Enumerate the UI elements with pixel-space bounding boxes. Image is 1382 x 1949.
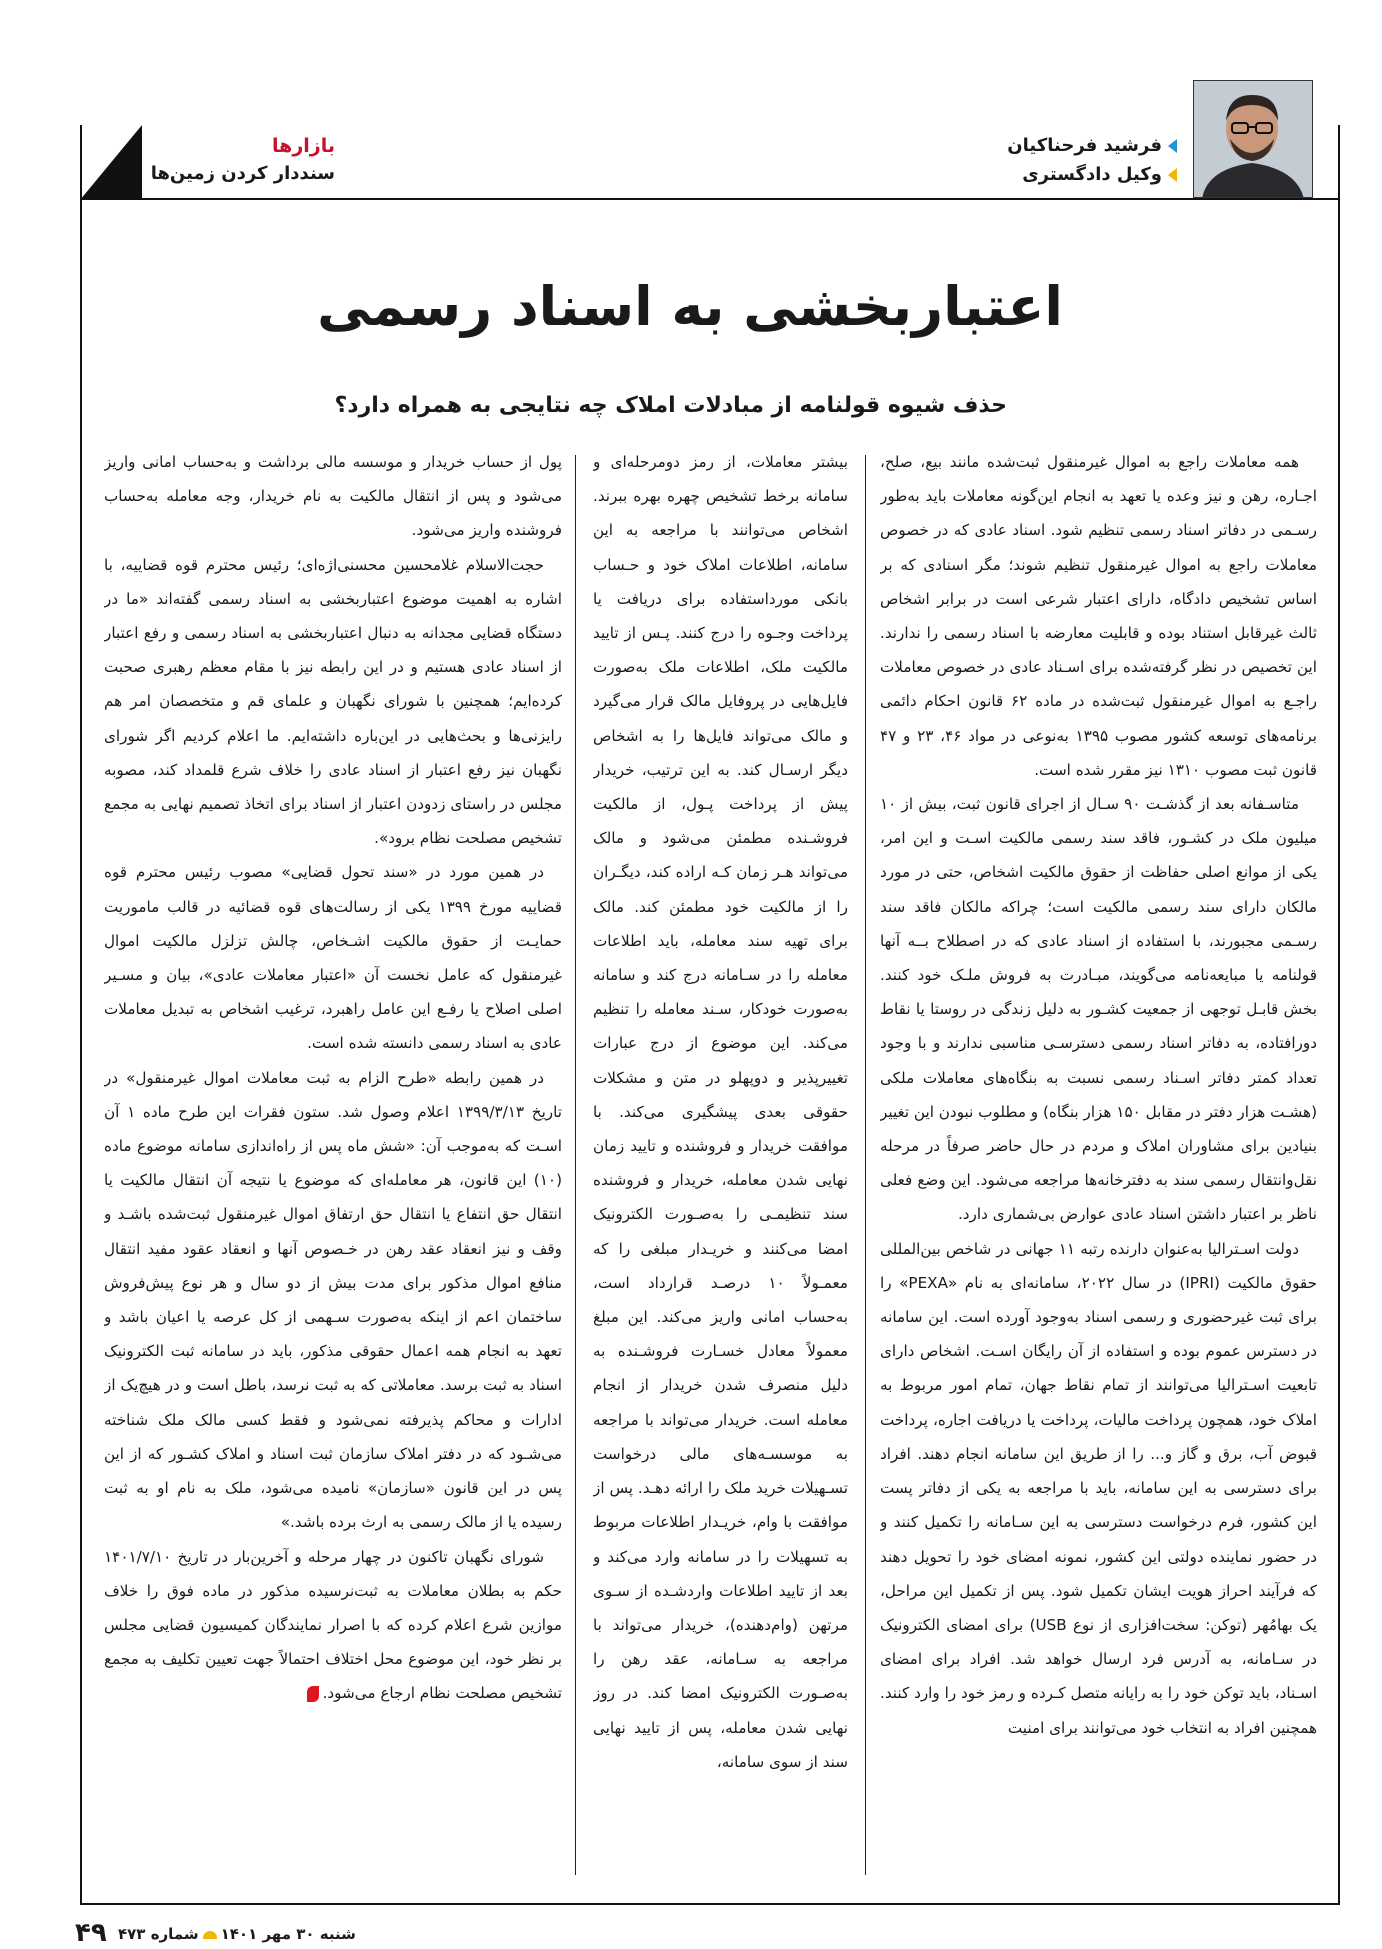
- paragraph: حجت‌الاسلام غلامحسین محسنی‌اژه‌ای؛ رئیس محترم قوه قضاییه، با اشاره به اهمیت موضوع اعتباربخشی به اسناد رسمی گفته‌اند «ما در دستگاه قضایی مجدانه به دنبال اعتباربخشی به اسناد رسمی و رفع اعتبار از اسناد عادی هستیم و در این رابطه نیز با مقام معظم رهبری صحبت کرده‌ایم؛ همچنین با شورای نگهبان و علمای قم و متخصصان امر هم رایزنی‌ها و بحث‌هایی در این‌باره داشته‌ایم. ما اعلام کردیم اگر شورای نگهبان نیز رفع اعتبار از اسناد عادی را خلاف شرع قلمداد کند، مصوبه مجلس در راستای زدودن اعتبار از اسناد برای اتخاذ تصمیم نهایی به مجمع تشخیص مصلحت نظام برود».: [104, 555, 562, 848]
- paragraph: در همین مورد در «سند تحول قضایی» مصوب رئیس محترم قوه قضاییه مورخ ۱۳۹۹ یکی از رسالت‌های قوه قضائیه در قالب ماموریت حمایـت از حقوق مالکیت اشـخاص، چالش تزلزل مالکیت اموال غیرمنقول که عامل نخست آن «اعتبار معاملات عادی»، بیان و مسـیر اصلی اصلاح یا رفـع این عامل راهبرد، ترغیب اشخاص به تبدیل معاملات عادی به اسناد رسمی دانسته شده است.: [104, 863, 562, 1053]
- issue-date: شنبه ۳۰ مهر ۱۴۰۱: [220, 1925, 356, 1943]
- author-photo: [1193, 80, 1313, 198]
- article-column-1: [880, 445, 1317, 1885]
- paragraph: در همین رابطه «طرح الزام به ثبت معاملات اموال غیرمنقول» در تاریخ ۱۳۹۹/۳/۱۳ اعلام وصول شد. ستون فقرات این طرح ماده ۱ آن اسـت که به‌موجب آن: «شش ماه پس از راه‌اندازی سامانه موضوع ماده (۱۰) این قانون، هر معامله‌ای که موضوع یا نتیجه آن انتقال مالکیت یا انتقال حق انتفاع یا انتقال حق ارتفاق اموال غیرمنقول ثبت‌شده باشـد و وقف و نیز انعقاد عقد رهن در خـصوص آنها و انعقاد عقود مفید انتقال منافع اموال مذکور برای مدت بیش از دو سال و هر نوع پیش‌فروش ساختمان اعم از اینکه به‌صورت سـهمی از کل عرصه یا اعیان باشد و تعهد به انجام همه اعمال حقوقی مذکور، باید در سامانه ثبت الکترونیک اسناد به ثبت برسد. معاملاتی که به ثبت نرسد، باطل است و در هیچ‌یک از ادارات و محاکم پذیرفته نمی‌شود و فقط کسی مالک ملک شناخته می‌شـود که در دفتر املاک سازمان ثبت اسناد و املاک کشـور که از این پس در این قانون «سازمان» نامیده می‌شود، ملک به نام او به ثبت رسیده یا از مالک رسمی به ارث برده باشد.»: [104, 1068, 562, 1532]
- rubric: [150, 135, 335, 184]
- end-of-article-icon: [307, 1686, 319, 1702]
- paragraph: بیشتر معاملات، از رمز دومرحله‌ای و سامانه برخط تشخیص چهره بهره ببرند. اشخاص می‌توانند با مراجعه به این سامانه، اطلاعات املاک خود و حـساب بانکی مورداستفاده برای دریافت یا پرداخت وجـوه را درج کنند. پـس از تایید مالکیت ملک، اطلاعات ملک به‌صورت فایل‌هایی در پروفایل مالک قرار می‌گیرد و مالک می‌تواند فایل‌ها را به اشخاص دیگر ارسـال کند. به این ترتیب، خریدار پیش از پرداخت پـول، از مالکیت فروشـنده مطمئن می‌شود و مالک می‌تواند هـر زمان کـه اراده کند، دیگـران را از مالکیت خود مطمئن کند. مالک برای تهیه سند معامله، باید اطلاعات معامله را در سـامانه درج کند و سامانه به‌صورت خودکار، سـند معامله را تنظیم می‌کند. این موضوع از درج عبارات تغییرپذیر و دوپهلو در متن و مشکلات حقوقی بعدی پیشگیری می‌کند. با موافقت خریدار و فروشنده و تایید زمان نهایی شدن معامله، خریدار و فروشنده سند تنظیمـی را به‌صـورت الکترونیک امضا می‌کنند و خریـدار مبلغی را که معمـولاً ۱۰ درصـد قرارداد است، به‌حساب امانی واریز می‌کند. این مبلغ معمولاً معادل خسـارت فروشـنده به دلیل منصرف شدن خریدار از انجام معامله است. خریدار می‌تواند با مراجعه به موسسـه‌های مالی درخواست تسـهیلات خرید ملک را ارائه دهـد. پس از موافقت با وام، خریـدار اطلاعات مربوط به تسهیلات را در سامانه وارد می‌کند و بعد از تایید اطلاعات واردشـده از سـوی مرتهن (وام‌دهنده)، خریدار می‌تواند با مراجعه به سـامانه، عقد رهن را به‌صـورت الکترونیک امضا کند. در روز نهایی شدن معامله، پس از تایید نهایی سند از سوی سامانه،: [593, 453, 848, 1771]
- header-rule: [80, 198, 1340, 200]
- page-number: ۴۹: [75, 1918, 107, 1948]
- frame-bottom: [80, 1903, 1340, 1905]
- paragraph: شورای نگهبان تاکنون در چهار مرحله و آخرین‌بار در تاریخ ۱۴۰۱/۷/۱۰ حکم به بطلان معاملات به ثبت‌نرسیده مذکور در ماده فوق را خلاف موازین شرع اعلام کرده که با اصرار نمایندگان کمیسیون قضایی مجلس بر نظر خود، این موضوع محل اختلاف احتمالاً جهت تعیین تکلیف به مجمع تشخیص مصلحت نظام ارجاع می‌شود.: [104, 1547, 562, 1703]
- paragraph: دولت اسـترالیا به‌عنوان دارنده رتبه ۱۱ جهانی در شاخص بین‌المللی حقوق مالکیت (IPRI) در سال ۲۰۲۲، سامانه‌ای به نام «PEXA» را برای ثبت غیرحضوری و رسمی اسناد به‌وجود آورده است. این سامانه در دسترس عموم بوده و استفاده از آن رایگان اسـت. اشخاص دارای تابعیت اسـترالیا می‌توانند از تمام نقاط جهان، تمام امور مربوط به املاک خود، همچون پرداخت مالیات، پرداخت یا دریافت اجاره، پرداخت قبوض آب، برق و گاز و... را از طریق این سامانه انجام دهند. افراد برای دسترسی به این سامانه، باید با مراجعه به یکی از دفاتر پست این کشور، فرم درخواست دسترسی به این سـامانه را تکمیل کنند و در حضور نماینده دولتی این کشور، نمونه امضای خود را تحویل دهند که فرآیند احراز هویت ایشان تکمیل شود. پس از تکمیل این مراحل، یک بهامُهر (توکن: سخت‌افزاری از نوع USB) برای امضای الکترونیک در سـامانه، به آدرس فرد ارسال خواهد شد. افراد برای امضای اسـناد، باید توکن خود را به رایانه متصل کـرده و رمز خود را وارد کنند. همچنین افراد به انتخاب خود می‌توانند برای امنیت: [880, 1239, 1317, 1737]
- column-divider: [865, 455, 866, 1875]
- paragraph: همه معاملات راجع به اموال غیرمنقول ثبت‌شده مانند بیع، صلح، اجـاره، رهن و نیز وعده یا تعهد به انجام این‌گونه معاملات باید به‌طور رسـمی در دفاتر اسناد رسمی تنظیم شود. اسناد عادی که در خصوص معاملات راجع به اموال غیرمنقول تنظیم شوند؛ مگر اسنادی که بر اساس تشخیص دادگاه، دارای اعتبار شرعی است در برابر اشخاص ثالث غیرقابل استناد بوده و قابلیت معارضه با اسناد رسمی را ندارند. این تخصیص در نظر گرفته‌شده برای اسـناد عادی در خصوص معاملات راجـع به اموال غیرمنقول ثبت‌شده در ماده ۶۲ قانون احکام دائمی برنامه‌های توسعه کشور مصوب ۱۳۹۵ به‌نوعی در مواد ۴۶، ۲۳ و ۴۷ قانون ثبت مصوب ۱۳۱۰ نیز مقرر شده است.: [880, 453, 1317, 779]
- article-column-2: [593, 445, 848, 1885]
- issue-info: [118, 1925, 356, 1943]
- header-corner-left: [80, 125, 82, 200]
- triangle-bullet-icon: [1168, 139, 1177, 153]
- rubric-section: بازارها: [272, 135, 335, 157]
- column-divider: [575, 455, 576, 1875]
- semicircle-icon: [203, 1931, 217, 1939]
- author-name: فرشید فرحناکیان: [1007, 135, 1162, 156]
- frame-right: [1338, 125, 1340, 1905]
- article-column-3: [104, 445, 562, 1885]
- headline: اعتباربخشی به اسناد رسمی: [317, 275, 1063, 338]
- rubric-topic: سنددار کردن زمین‌ها: [150, 163, 335, 184]
- triangle-bullet-icon: [1168, 168, 1177, 182]
- paragraph: متاسـفانه بعد از گذشـت ۹۰ سـال از اجرای قانون ثبت، بیش از ۱۰ میلیون ملک در کشـور، فاقد سند رسمی مالکیت اسـت و این امر، یکی از موانع اصلی حفاظت از حقوق مالکیت اشخاص، حتی در مورد مالکان دارای سند رسمی مالکیت است؛ چراکه مالکان فاقد سند رسـمی مجبورند، با استفاده از اسناد عادی که در اصطلاح بــه آنها قولنامه یا مبایعه‌نامه می‌گویند، مبـادرت به فروش ملـک خود کنند. بخش قابـل توجهی از جمعیت کشـور به دلیل زندگی در روستا یا نقاط دورافتاده، به دفاتر اسناد رسمی دسترسـی مناسبی ندارند و با وجود تعداد کمتر دفاتر اسـناد رسمی نسبت به بنگاه‌های معاملات ملکی (هشـت هزار دفتر در مقابل ۱۵۰ هزار بنگاه) و مطلوب نبودن این تغییر بنیادین برای مشاوران املاک و مردم در حال حاضر صرفاً در مرحله نقل‌وانتقال رسمی سند به دفترخانه‌ها مراجعه می‌شود. این وضع فعلی ناظر بر اعتبار داشتن اسناد عادی عوارض بی‌شماری دارد.: [880, 795, 1317, 1224]
- author-role: وکیل دادگستری: [1022, 164, 1162, 185]
- header-wedge: [80, 125, 142, 200]
- paragraph: پول از حساب خریدار و موسسه مالی برداشت و به‌حساب امانی واریز می‌شود و پس از انتقال مالکیت به نام خریدار، وجه معامله به‌حساب فروشنده واریز می‌شود.: [104, 453, 562, 540]
- issue-number: شماره ۴۷۳: [118, 1925, 199, 1943]
- subheadline: حذف شیوه قولنامه از مبادلات املاک چه نتایجی به همراه دارد؟: [334, 393, 1007, 418]
- author-byline: [1007, 135, 1177, 185]
- frame-left: [80, 198, 82, 1905]
